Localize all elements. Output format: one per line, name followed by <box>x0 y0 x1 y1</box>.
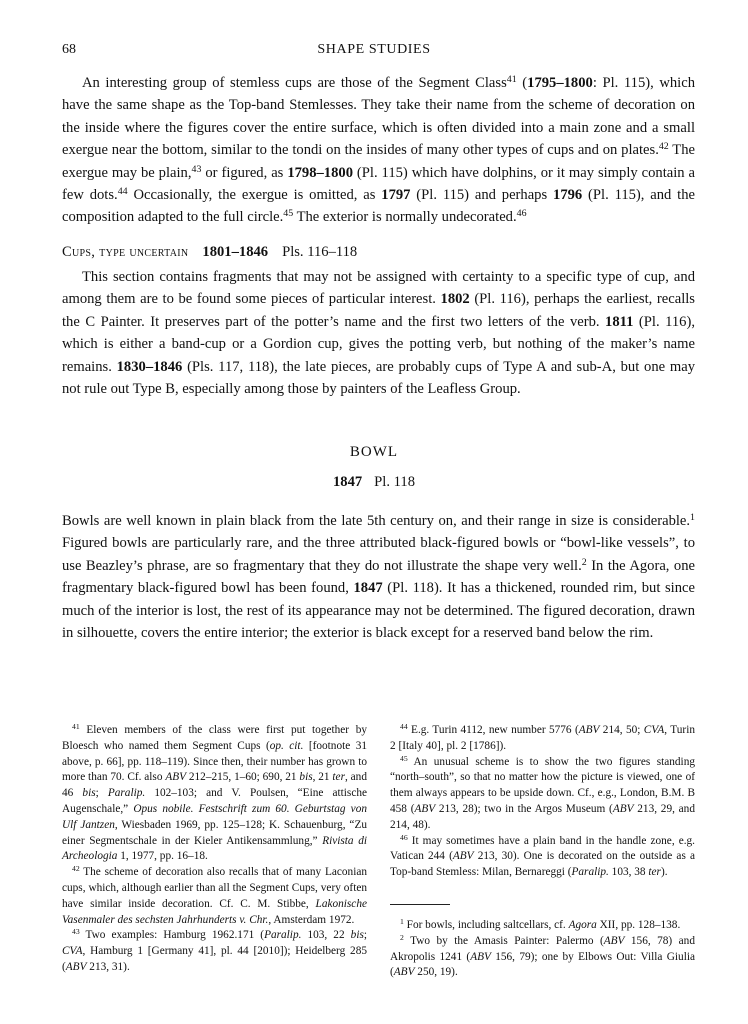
footnote-ref-45[interactable]: 45 <box>283 208 294 220</box>
footnotes-bowl-column <box>390 918 695 981</box>
footnote-ref-44[interactable]: 44 <box>117 186 128 198</box>
footnotes-right-column <box>390 723 695 881</box>
footnote-42: $^{42}$ The scheme of decoration also recalls that of many Laconian cups, which, although earlier than all the Segment Cups, very often have similar inside decoration. Cf. C. M. Stibbe, Lakonische Vasenmaler des sechsten Jahrhunderts v. Chr., Amsterdam 1972. <box>62 864 367 926</box>
catalogue-number: 1796 <box>553 187 583 204</box>
running-title: SHAPE STUDIES <box>317 42 431 57</box>
footnote-ref-43[interactable]: 43 <box>191 163 202 175</box>
footnote-45: $^{45}$ An unusual scheme is to show the two figures standing “north–south”, so that no matter how the picture is viewed, one of them always appears to be upside down. Cf., e.g., London, B.M. B 458 (ABV 213, 28); two in the Argos Museum (ABV 213, 29, and 214, 48). <box>390 753 695 831</box>
footnote-43: $^{43}$ Two examples: Hamburg 1962.171 (Paralip. 103, 22 bis; CVA, Hamburg 1 [Germany 41], pl. 44 [2010]); Heidelberg 285 (ABV 213, 31). <box>62 927 367 973</box>
bowl-plate: Pl. 118 <box>374 474 415 490</box>
catalogue-number: 1802 <box>440 291 470 308</box>
footnote-46: $^{46}$ It may sometimes have a plain band in the handle zone, e.g. Vatican 244 (ABV 213, 30). One is decorated on the outside as a Top-band Stemless: Milan, Bernareggi (Paralip. 103, 38 ter). <box>390 832 695 879</box>
footnote-44: $^{44}$ E.g. Turin 4112, new number 5776 (ABV 214, 50; CVA, Turin 2 [Italy 40], pl. 2 [1786]). <box>390 722 695 752</box>
catalogue-number: 1797 <box>381 187 411 204</box>
footnote-ref-2[interactable]: 2 <box>581 556 587 568</box>
segment-class-paragraph: An interesting group of stemless cups are those of the Segment Class$^{41}$ (1795–1800: Pl. 115), which have the same shape as the Top-band Stemlesses. They take their name from the scheme of decoration on the inside where the figures cover the entire surface, which is often divided into a main zone and a small exergue near the bottom, similar to the tondi on the insides of many other types of cups and on plates.$^{42}$ The exergue may be plain,$^{43}$ or figured, as 1798–1800 (Pl. 115) which have dolphins, or it may simply contain a few dots.$^{44}$ Occasionally, the exergue is omitted, as 1797 (Pl. 115) and perhaps 1796 (Pl. 115), and the composition adapted to the full circle.$^{45}$ The exterior is normally undecorated.$^{46}$ <box>62 74 696 226</box>
bowl-paragraph: Bowls are well known in plain black from the late 5th century on, and their range in size is considerable.$^1$ Figured bowls are particularly rare, and the three attributed black-figured bowls or “bowl-like vessels”, to use Beazley’s phrase, are so fragmentary that they do not illustrate the shape very well.$^2$ In the Agora, one fragmentary black-figured bowl has been found, 1847 (Pl. 118). It has a thickened, rounded rim, but since much of the interior is lost, the rest of its appearance may not be determined. The figured decoration, drawn in silhouette, covers the entire interior; the exterior is black except for a reserved band below the rim. <box>62 512 695 642</box>
bowl-subheading <box>0 474 748 491</box>
footnote-ref-41[interactable]: 41 <box>506 74 517 86</box>
bowl-heading: BOWL <box>349 444 399 460</box>
cups-uncertain-paragraph: This section contains fragments that may not be assigned with certainty to a specific type of cup, and among them are to be found some pieces of particular interest. 1802 (Pl. 116), perhaps the earliest, recalls the C Painter. It preserves part of the potter’s name and the first two letters of the verb. 1811 (Pl. 116), which is either a band-cup or a Gordion cup, gives the potting verb, but nothing of the maker’s name remains. 1830–1846 (Pls. 117, 118), the late pieces, are probably cups of Type A and sub-A, but one may not rule out Type B, especially among those by painters of the Leafless Group. <box>62 269 695 398</box>
bowl-number: 1847 <box>332 474 363 490</box>
footnote-divider <box>390 904 450 905</box>
catalogue-number: 1798–1800 <box>287 164 353 181</box>
footnotes-left-column <box>62 723 367 976</box>
footnote-2: $^2$ Two by the Amasis Painter: Palermo (ABV 156, 78) and Akropolis 1241 (ABV 156, 79); one by Elbows Out: Villa Giulia (ABV 250, 19). <box>390 932 695 979</box>
section-range: 1801–1846 <box>202 244 269 260</box>
catalogue-number: 1830–1846 <box>116 358 183 375</box>
section-heading-cups-uncertain <box>62 244 357 261</box>
section-plates: Pls. 116–118 <box>282 244 358 260</box>
footnote-ref-46[interactable]: 46 <box>516 208 527 220</box>
footnote-ref-1[interactable]: 1 <box>690 512 695 524</box>
footnote-1: $^1$ For bowls, including saltcellars, cf. Agora XII, pp. 128–138. <box>400 917 681 931</box>
footnote-ref-42[interactable]: 42 <box>658 141 669 153</box>
section-label: Cups, type uncertain <box>62 244 189 260</box>
running-head <box>62 42 686 62</box>
catalogue-number: 1811 <box>605 313 634 330</box>
catalogue-number: 1795–1800 <box>527 75 593 91</box>
page-number: 68 <box>62 42 76 57</box>
footnote-41: $^{41}$ Eleven members of the class were first put together by Bloesch who named them Segment Cups (op. cit. [footnote 31 above, p. 66], pp. 118–119). Since then, their number has grown to more than 70. Cf. also ABV 212–215, 1–60; 690, 21 bis, 21 ter, and 46 bis; Paralip. 102–103; and V. Poulsen, “Eine attische Augenschale,” Opus nobile. Festschrift zum 60. Geburtstag von Ulf Jantzen, Wiesbaden 1969, pp. 125–128; K. Schauenburg, “Zu einer Segmentschale in der Kieler Antikensammlung,” Rivista di Archeologia 1, 1977, pp. 16–18. <box>62 722 368 863</box>
catalogue-number: 1847 <box>353 580 383 597</box>
